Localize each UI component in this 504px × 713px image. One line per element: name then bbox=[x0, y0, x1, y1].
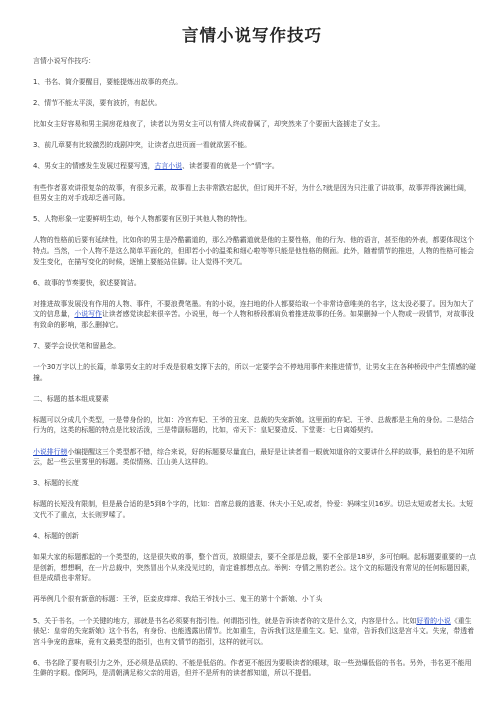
paragraph-text: 言情小说写作技巧： bbox=[33, 57, 96, 65]
paragraph-text: 《重生俵妃：皇帝的失宠新娘》这个书名，有身份、也能透露出情节。比如重生，告诉我们这是重生文。妃、皇帝，告诉我们这是宫斗文。失宠，带透着宫斗争宠的意味，竟有文最类型的指引，也有文情节的指引，这样的就可以。 bbox=[33, 616, 474, 646]
paragraph bbox=[33, 299, 477, 331]
paragraph-text: 5、关于书名，一个关键的地方，那就是书名必须要有指引性。何谓指引性，就是告诉读者你的文是什么文，内容是什么。比如 bbox=[33, 616, 417, 625]
paragraph-text: 3、标题的长度 bbox=[33, 479, 79, 488]
paragraph-text: 小编提醒这三个类型都不错，综合来说，好的标题要尽量直白，最好是让读者看一眼就知道你的文要讲什么样的故事，最怕的是不知所云，起一些云里雾里的标题。类似情殇、江山美人这样的。 bbox=[33, 447, 474, 467]
paragraph bbox=[33, 552, 477, 584]
paragraph-text: 标题的长短没有限制，但是最合适的是5到8个字的，比如：首席总裁的逃妻、休夫小王妃,或者，怜爱：妈咪宝贝16岁。切忌太短或者太长。太短文代不了重点，太长则罗嗦了。 bbox=[33, 500, 474, 519]
paragraph bbox=[33, 499, 477, 520]
paragraph bbox=[33, 415, 477, 436]
paragraph bbox=[33, 214, 477, 225]
paragraph bbox=[33, 98, 477, 109]
paragraph-text: 3、前几章要有比较激烈的戏剧冲突，让读者点进页面一看就欲罢不能。 bbox=[33, 141, 251, 150]
paragraph bbox=[33, 531, 477, 542]
paragraph bbox=[33, 478, 477, 489]
paragraph bbox=[33, 278, 477, 289]
paragraph-text: 人物的性格前后要有延续性，比如你的男主是冷酷霸道的，那么冷酷霸道就是他的主要性格，他的行为、他的语言，甚至他的外表，都要体现这个特点。当然，一个人物不是这么简单平面化的，但即若小小的温柔和细心啦等等只能是他性格的侧面。此外，随着情节的推进，人物的性格可能会发生变化，在描写变化的时候，逐铺上要能站住脚。让人觉得不突兀。 bbox=[33, 236, 474, 266]
paragraph bbox=[33, 140, 477, 151]
paragraph-text: 1、书名、简介要醒目，要能提炼出故事的亮点。 bbox=[33, 78, 183, 87]
paragraph-text: 有些作者喜欢讲很复杂的故事，有很多元素，故事看上去非常跌宕起伏，但订阅并不好，为什么?就是因为只注重了讲故事，故事弄得波澜壮阔，但男女主的对手戏却乏善可陈。 bbox=[33, 183, 471, 203]
paragraph-text: 标题可以分成几个类型，一是带身份的，比如：冷宫弃妃、王爷的丑宠、总裁的失宠新娘。这里面的弃妃、王爷、总裁都是主角的身份。二是结合行为的，这类的标题的特点是比较活泼，三是带副标题的，比如，帝天下：皇妃要造反、下堂妻：七日离婚契约。 bbox=[33, 415, 474, 435]
paragraph-text: 比如女主好容易和男主洞房花烛夜了，读者以为男女主可以有情人终成眷属了，却突然来了个要面大盗掳走了女主。 bbox=[33, 120, 385, 129]
paragraph bbox=[33, 594, 477, 605]
paragraph bbox=[33, 616, 477, 648]
paragraph bbox=[33, 56, 477, 67]
paragraph-text: 7、要学会设伏笔和留悬念。 bbox=[33, 342, 121, 350]
paragraph-text: 2、情节不能太平淡，要有波折，有起伏。 bbox=[33, 99, 162, 108]
paragraph bbox=[33, 119, 477, 130]
paragraph bbox=[33, 161, 477, 172]
keyword-link[interactable]: 小说排行榜 bbox=[33, 447, 68, 456]
paragraph-text: 4、男女主的情感发生发展过程要写透， bbox=[33, 162, 155, 171]
paragraph bbox=[33, 658, 477, 679]
paragraph bbox=[33, 447, 477, 468]
paragraph-text: 4、标题的创新 bbox=[33, 532, 79, 541]
paragraph bbox=[33, 235, 477, 267]
paragraph-text: 5、人物形象一定要鲜明生动，每个人物都要有区别于其他人物的特性。 bbox=[33, 215, 251, 224]
paragraph bbox=[33, 183, 477, 204]
paragraph-text: 让读者感觉读起来很辛苦。小说里，每一个人物和桥段都肩负着推进故事的任务。如果删掉一个人物或一段情节，对故事没有致命的影响，那么删掉它。 bbox=[33, 310, 474, 329]
article-body bbox=[33, 56, 477, 689]
paragraph-text: 二、标题的基本组成要素 bbox=[33, 394, 109, 403]
paragraph-text: 一个30万字以上的长篇，单靠男女主的对手戏是很难支撑下去的，所以一定要学会不停地用事件来推进情节，让男女主在各种桥段中产生情感的碰撞。 bbox=[33, 363, 476, 382]
paragraph-text: 再举例几个很有新意的标题：王爷，臣妾皮痒痒、我给王爷找小三、鬼王的第十个新娘、小丫头 bbox=[33, 595, 323, 604]
keyword-link[interactable]: 小说写作 bbox=[74, 310, 102, 319]
paragraph-text: 6、书名除了要有吸引力之外，还必须是品质的、不能是低俗的。作者更不能因为要吸读者的眼球，取一些劲爆低俗的书名。另外，书名更不能用生僻的字眼。像阿玛，是清朝满足称父亲的用语，但并不是所有的读者都知道，所以不提倡。 bbox=[33, 658, 472, 678]
paragraph-text: 6、故事的节奏要快，叙述要简洁。 bbox=[33, 278, 141, 287]
paragraph-text: 、读者要看的就是一个“情”字。 bbox=[182, 162, 279, 171]
document-title: 言情小说写作技巧 bbox=[182, 26, 322, 45]
paragraph bbox=[33, 77, 477, 88]
paragraph-text: 如果大家的标题都起的一个类型的，这是很失败的事，整个首页，放眼望去，要不全部是总裁，要不全部是18岁，多可怕啊。起标题要重要的一点是创新，想想啊，在一片总裁中，突然冒出个从来没见过的，肯定谁都想点点。举例：夺情之黑豹老公。这个文的标题没有常见的任何标题因素，但是成绩也非常好。 bbox=[33, 553, 476, 583]
keyword-link[interactable]: 古言小说 bbox=[154, 162, 183, 171]
keyword-link[interactable]: 好看的小说 bbox=[416, 616, 451, 625]
paragraph bbox=[33, 394, 477, 405]
paragraph-text: 对推进故事发展没有作用的人物、事件，不要浪费笔墨。有的小说，连扫地的仆人都要给取一个非常诗意唯美的名字，这太没必要了。因为加大了文的信息量， bbox=[33, 299, 474, 319]
paragraph bbox=[33, 341, 477, 352]
paragraph bbox=[33, 362, 477, 383]
